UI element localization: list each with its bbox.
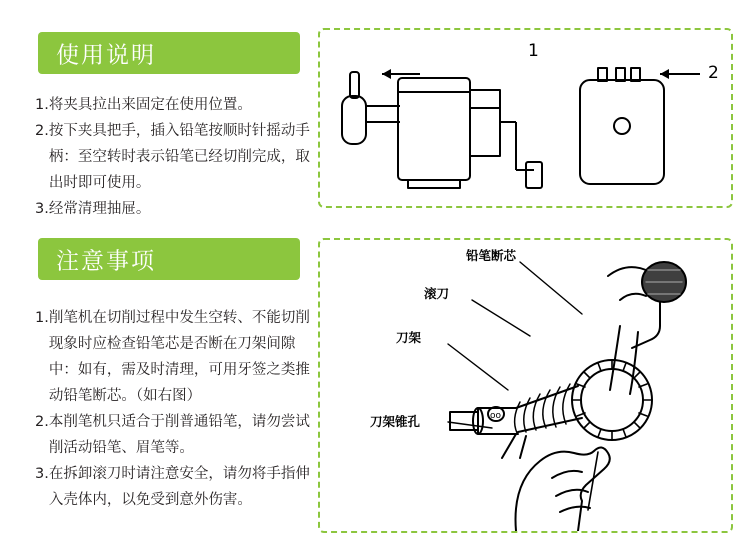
notice-instruction-list xyxy=(35,305,320,513)
list-item-text: 按下夹具把手，插入铅笔按顺时针摇动手柄：至空转时表示铅笔已经切削完成，取出时即可使用。 xyxy=(48,123,310,191)
list-item-number: 2. xyxy=(35,123,49,139)
list-item-number: 1. xyxy=(35,97,49,113)
list-item-number: 2. xyxy=(35,414,49,430)
list-item xyxy=(35,196,320,222)
callout-broken-lead: 铅笔断芯 xyxy=(466,248,517,263)
list-item-text: 本削笔机只适合于削普通铅笔，请勿尝试削活动铅笔、眉笔等。 xyxy=(48,414,310,456)
sharpener-side-and-front-diagram xyxy=(320,30,731,206)
figure-label-2: 2 xyxy=(708,63,719,83)
figure-frame-bottom xyxy=(318,238,733,533)
section-banner-usage xyxy=(38,32,300,74)
callout-holder-taper-hole: 刀架锥孔 xyxy=(370,414,421,429)
list-item xyxy=(35,92,320,118)
figure-frame-top xyxy=(318,28,733,208)
svg-text:oo: oo xyxy=(490,411,502,421)
list-item-number: 3. xyxy=(35,466,49,482)
section-title-usage: 使用说明 xyxy=(56,42,156,69)
callout-tool-holder: 刀架 xyxy=(396,330,422,345)
list-item-text: 削笔机在切削过程中发生空转、不能切削现象时应检查铅笔芯是否断在刀架间隙中：如有，需及时清理，可用牙签之类推动铅笔断芯。（如右图） xyxy=(48,310,310,404)
list-item-text: 在拆卸滚刀时请注意安全，请勿将手指伸入壳体内，以免受到意外伤害。 xyxy=(48,466,310,508)
figure-label-1: 1 xyxy=(528,41,539,61)
list-item xyxy=(35,305,320,409)
list-item-text: 将夹具拉出来固定在使用位置。 xyxy=(48,97,252,113)
cutter-assembly-diagram xyxy=(320,240,731,531)
section-title-notice: 注意事项 xyxy=(56,248,156,275)
list-item xyxy=(35,409,320,461)
list-item-text: 经常清理抽屉。 xyxy=(48,201,151,217)
section-banner-notice xyxy=(38,238,300,280)
list-item-number: 1. xyxy=(35,310,49,326)
callout-cutter: 滚刀 xyxy=(424,286,450,301)
usage-instruction-list xyxy=(35,92,320,222)
list-item xyxy=(35,118,320,196)
list-item-number: 3. xyxy=(35,201,49,217)
list-item xyxy=(35,461,320,513)
